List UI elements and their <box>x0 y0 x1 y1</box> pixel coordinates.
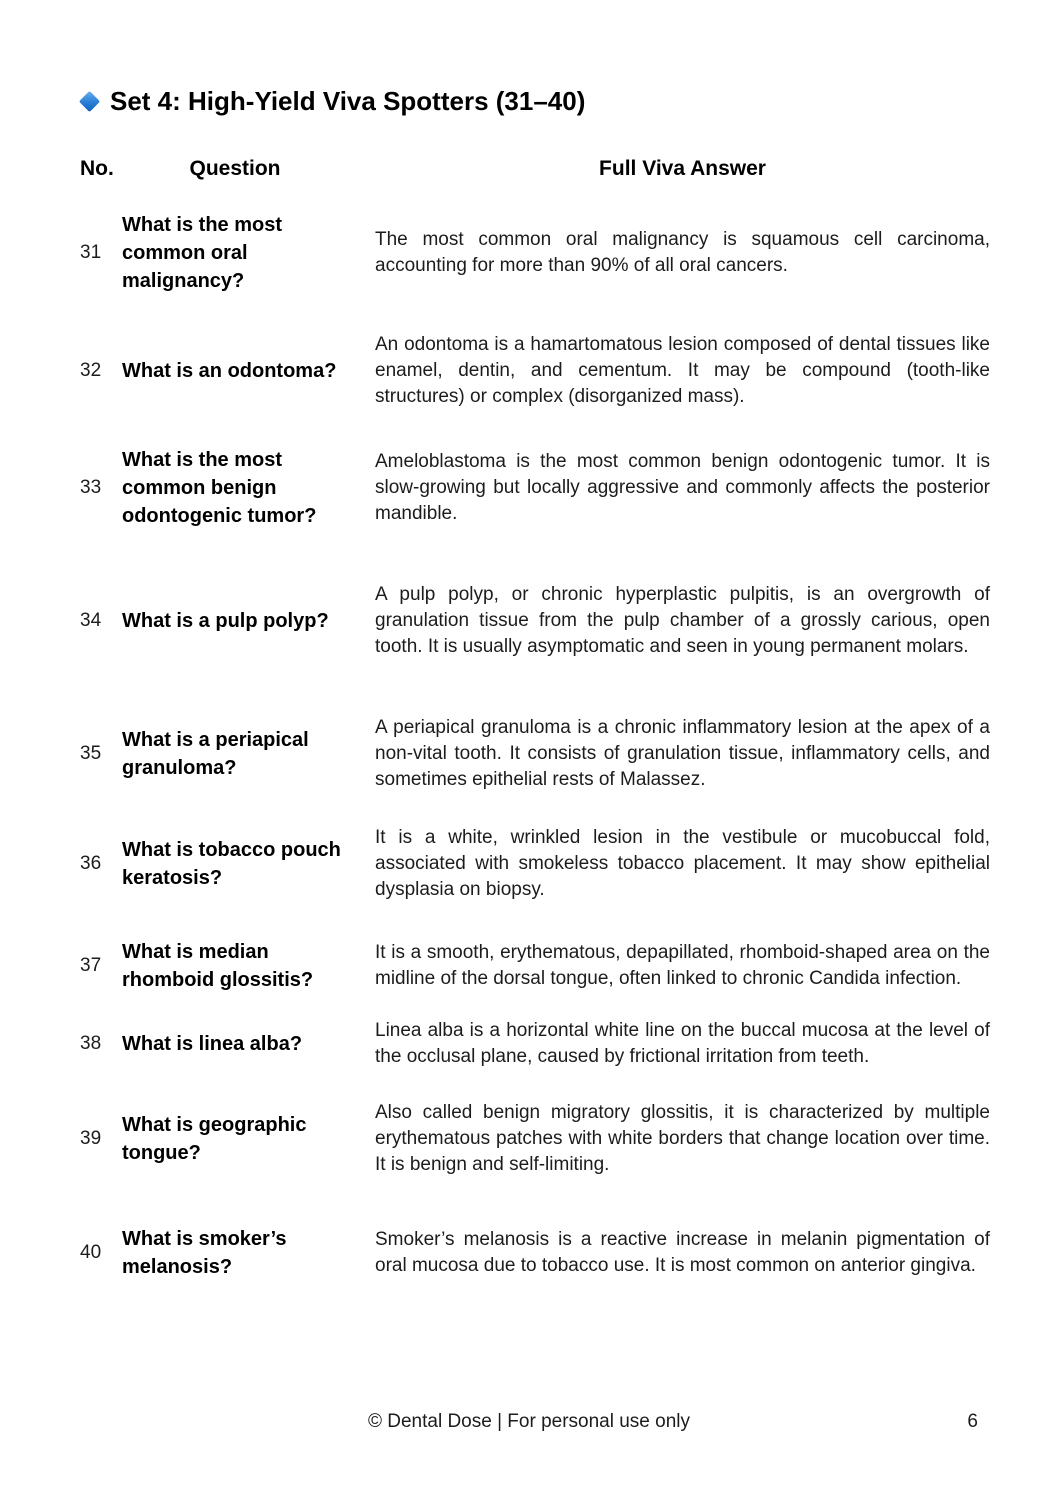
question-cell: What is tobacco pouch keratosis? <box>122 839 341 889</box>
answer-cell: A periapical granuloma is a chronic inflammatory lesion at the apex of a non-vital tooth. It consists of granulation tissue, inflammatory cells, and sometimes epithelial rests of Malassez. <box>375 717 990 790</box>
row-number: 35 <box>80 743 102 764</box>
row-number: 34 <box>80 610 102 631</box>
answer-cell: It is a smooth, erythematous, depapillated, rhomboid-shaped area on the midline of the dorsal tongue, often linked to chronic Candida infection. <box>375 942 990 989</box>
row-number: 36 <box>80 853 102 874</box>
table-row <box>80 1225 990 1281</box>
row-number: 33 <box>80 477 102 498</box>
footer-copyright: © Dental Dose | For personal use only <box>367 1411 691 1432</box>
question-cell: What is the most common oral malignancy? <box>122 214 283 292</box>
table-row <box>80 825 990 903</box>
page-title: Set 4: High-Yield Viva Spotters (31–40) <box>110 86 586 116</box>
question-cell: What is median rhomboid glossitis? <box>122 941 314 991</box>
question-cell: What is geographic tongue? <box>122 1114 307 1164</box>
question-cell: What is a periapical granuloma? <box>122 729 309 779</box>
question-cell: What is smoker’s melanosis? <box>122 1228 287 1278</box>
column-header-question: Question <box>189 157 281 180</box>
column-header-answer: Full Viva Answer <box>599 157 766 180</box>
question-cell: What is a pulp polyp? <box>122 610 329 632</box>
table-row <box>80 211 990 295</box>
question-cell: What is an odontoma? <box>122 360 337 382</box>
row-number: 39 <box>80 1128 102 1149</box>
answer-cell: Smoker’s melanosis is a reactive increase in melanin pigmentation of oral mucosa due to tobacco use. It is most common on anterior gingiva. <box>375 1229 990 1276</box>
table-row <box>80 446 990 530</box>
row-number: 32 <box>80 360 102 381</box>
question-cell: What is linea alba? <box>122 1033 303 1055</box>
viva-table-body <box>80 211 990 1281</box>
table-row <box>80 332 990 410</box>
table-row <box>80 1018 990 1070</box>
row-number: 31 <box>80 242 102 263</box>
answer-cell: A pulp polyp, or chronic hyperplastic pulpitis, is an overgrowth of granulation tissue from the pulp chamber of a grossly carious, open tooth. It is usually asymptomatic and seen in young permanent molars. <box>375 584 990 657</box>
page-footer <box>0 1411 1058 1433</box>
answer-cell: Ameloblastoma is the most common benign odontogenic tumor. It is slow-growing but locally aggressive and commonly affects the posterior mandible. <box>375 451 990 524</box>
row-number: 40 <box>80 1242 102 1263</box>
page-number: 6 <box>967 1411 978 1432</box>
question-cell: What is the most common benign odontogenic tumor? <box>122 449 317 527</box>
table-row <box>80 715 990 793</box>
row-number: 37 <box>80 955 102 976</box>
blue-diamond-icon <box>79 91 100 112</box>
answer-cell: An odontoma is a hamartomatous lesion composed of dental tissues like enamel, dentin, and cementum. It may be compound (tooth-like structures) or complex (disorganized mass). <box>375 334 990 407</box>
table-row <box>80 938 990 994</box>
answer-cell: The most common oral malignancy is squamous cell carcinoma, accounting for more than 90% of all oral cancers. <box>375 229 990 276</box>
viva-table <box>80 157 990 1281</box>
table-header-row <box>80 157 990 181</box>
table-row <box>80 1100 990 1178</box>
section-header <box>80 86 990 117</box>
column-header-no: No. <box>80 157 114 180</box>
table-row <box>80 582 990 660</box>
answer-cell: It is a white, wrinkled lesion in the vestibule or mucobuccal fold, associated with smokeless tobacco placement. It may show epithelial dysplasia on biopsy. <box>375 827 990 900</box>
answer-cell: Linea alba is a horizontal white line on the buccal mucosa at the level of the occlusal plane, caused by frictional irritation from teeth. <box>375 1020 990 1067</box>
row-number: 38 <box>80 1033 102 1054</box>
answer-cell: Also called benign migratory glossitis, it is characterized by multiple erythematous patches with white borders that change location over time. It is benign and self-limiting. <box>375 1102 990 1175</box>
